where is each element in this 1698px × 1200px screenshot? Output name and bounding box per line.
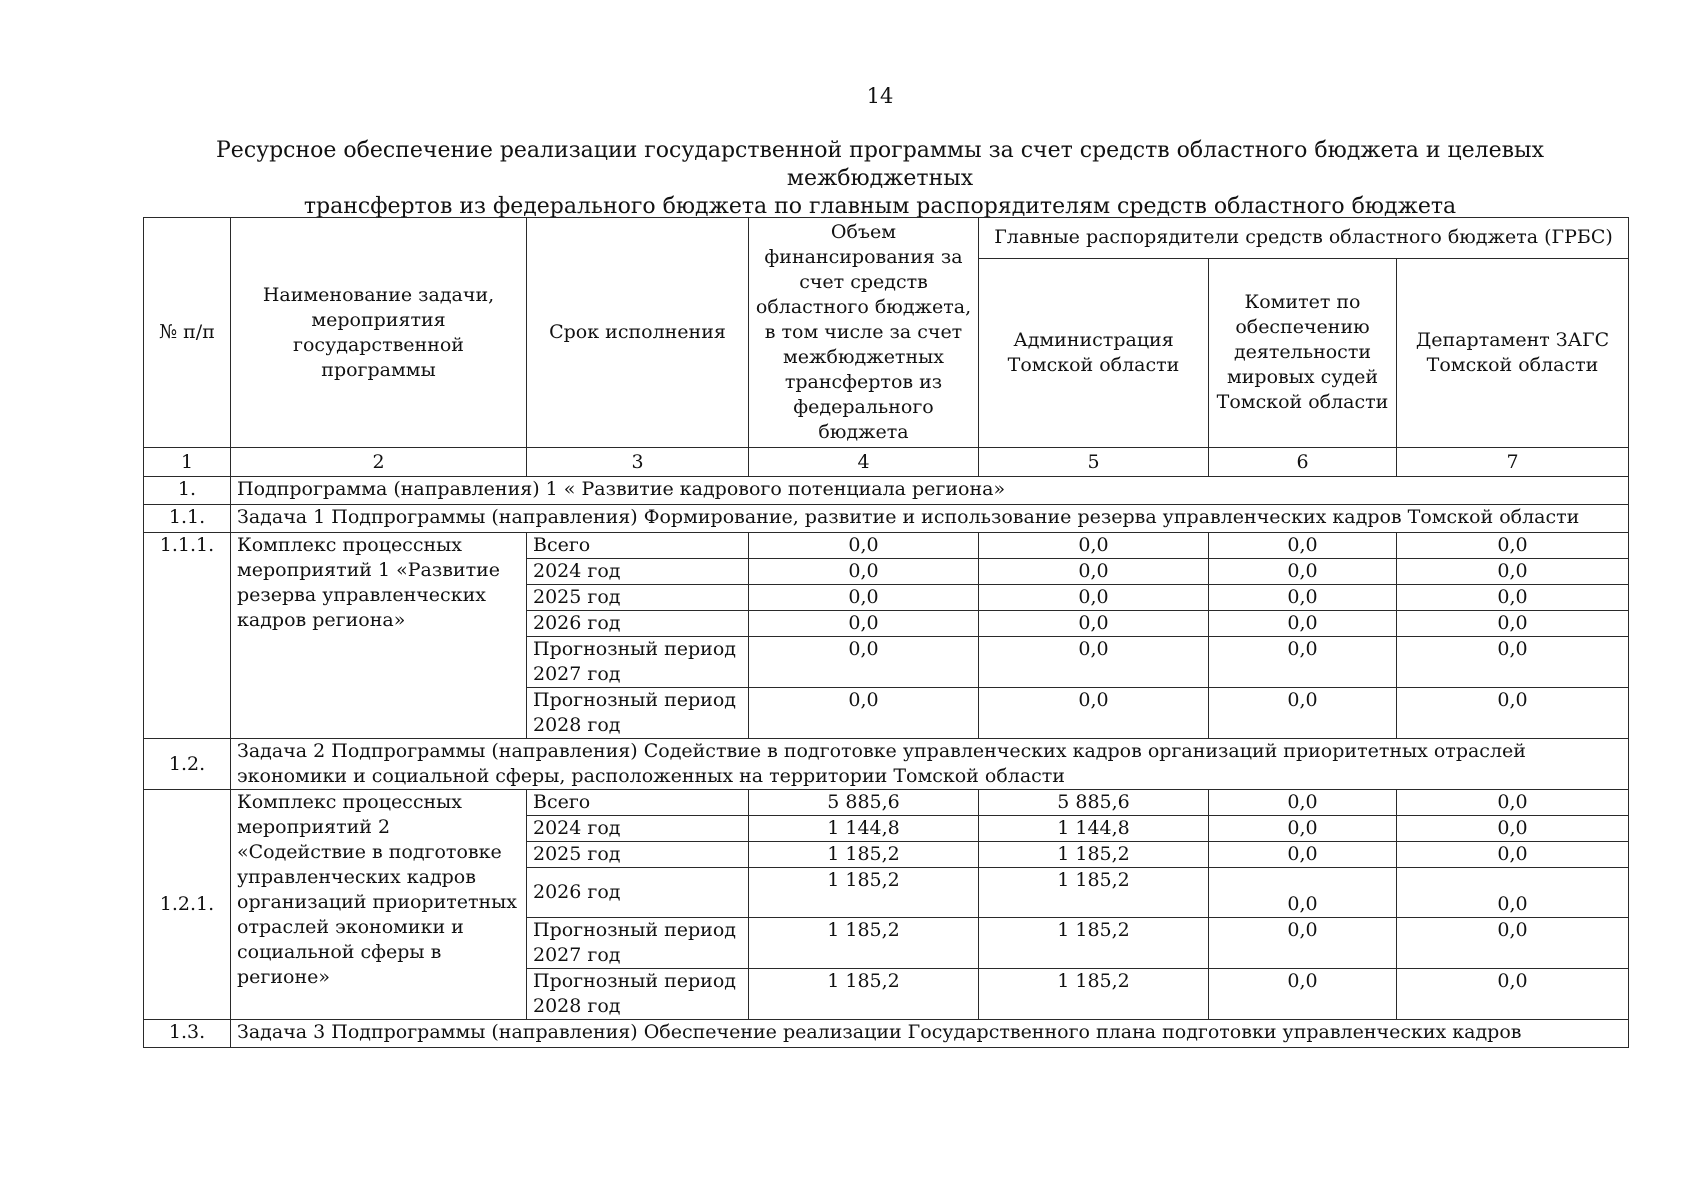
task-row — [144, 505, 1629, 533]
title-line-1: Ресурсное обеспечение реализации государственной программы за счет средств областного бюджета и целевых межбюджетных — [216, 138, 1544, 191]
column-number: 6 — [1209, 448, 1397, 477]
value-cell: 0,0 — [1397, 585, 1629, 611]
row-number: 1.2. — [144, 739, 231, 790]
value-cell: 0,0 — [749, 637, 979, 688]
term-cell: 2024 год — [527, 816, 749, 842]
subprogram-title: Подпрограмма (направления) 1 « Развитие кадрового потенциала региона» — [231, 477, 1629, 505]
row-number: 1.1.1. — [144, 533, 231, 739]
task-row — [144, 1020, 1629, 1048]
value-cell: 0,0 — [1397, 816, 1629, 842]
table-row — [144, 790, 1629, 816]
activity-name: Комплекс процессных мероприятий 1 «Развитие резерва управленческих кадров региона» — [231, 533, 527, 739]
column-number: 1 — [144, 448, 231, 477]
value-cell: 1 185,2 — [979, 842, 1209, 868]
column-number: 2 — [231, 448, 527, 477]
value-cell: 0,0 — [979, 559, 1209, 585]
value-cell: 0,0 — [979, 533, 1209, 559]
row-number: 1.3. — [144, 1020, 231, 1048]
value-cell: 1 185,2 — [979, 868, 1209, 918]
term-cell: 2024 год — [527, 559, 749, 585]
term-cell: Прогнозный период 2028 год — [527, 969, 749, 1020]
value-cell: 1 185,2 — [749, 868, 979, 918]
row-number: 1.1. — [144, 505, 231, 533]
value-cell: 0,0 — [1397, 533, 1629, 559]
value-cell: 0,0 — [749, 533, 979, 559]
value-cell: 0,0 — [1209, 688, 1397, 739]
term-cell: 2025 год — [527, 842, 749, 868]
title-line-2: трансфертов из федерального бюджета по главным распорядителям средств областного бюджета — [303, 194, 1457, 219]
value-cell: 1 144,8 — [979, 816, 1209, 842]
task-row — [144, 739, 1629, 790]
column-number: 5 — [979, 448, 1209, 477]
header-volume: Объем финансирования за счет средств областного бюджета, в том числе за счет межбюджетных трансфертов из федерального бюджета — [749, 218, 979, 448]
value-cell: 1 185,2 — [749, 918, 979, 969]
value-cell: 0,0 — [1209, 637, 1397, 688]
term-cell: Прогнозный период 2027 год — [527, 637, 749, 688]
header-num: № п/п — [144, 218, 231, 448]
value-cell: 1 185,2 — [749, 969, 979, 1020]
value-cell: 0,0 — [749, 559, 979, 585]
value-cell: 0,0 — [749, 585, 979, 611]
value-cell: 0,0 — [1209, 868, 1397, 918]
activity-name: Комплекс процессных мероприятий 2 «Содействие в подготовке управленческих кадров организаций приоритетных отраслей экономики и социальной сферы в регионе» — [231, 790, 527, 1020]
header-row-1 — [144, 218, 1629, 259]
value-cell: 0,0 — [1397, 611, 1629, 637]
value-cell: 0,0 — [749, 688, 979, 739]
value-cell: 0,0 — [1209, 559, 1397, 585]
header-zags: Департамент ЗАГС Томской области — [1397, 258, 1629, 447]
value-cell: 0,0 — [1397, 637, 1629, 688]
term-cell: Прогнозный период 2028 год — [527, 688, 749, 739]
document-title — [150, 137, 1610, 221]
value-cell: 1 185,2 — [749, 842, 979, 868]
value-cell: 0,0 — [1209, 611, 1397, 637]
header-grbs: Главные распорядители средств областного бюджета (ГРБС) — [979, 218, 1629, 259]
value-cell: 0,0 — [1397, 969, 1629, 1020]
task-title: Задача 3 Подпрограммы (направления) Обеспечение реализации Государственного плана подготовки управленческих кадров — [231, 1020, 1629, 1048]
value-cell: 0,0 — [1209, 816, 1397, 842]
subprogram-row — [144, 477, 1629, 505]
value-cell: 0,0 — [1209, 918, 1397, 969]
term-cell: 2026 год — [527, 868, 749, 918]
term-cell: 2026 год — [527, 611, 749, 637]
task-title: Задача 1 Подпрограммы (направления) Формирование, развитие и использование резерва управленческих кадров Томской области — [231, 505, 1629, 533]
value-cell: 0,0 — [1397, 790, 1629, 816]
value-cell: 1 144,8 — [749, 816, 979, 842]
value-cell: 0,0 — [979, 637, 1209, 688]
header-term: Срок исполнения — [527, 218, 749, 448]
value-cell: 5 885,6 — [749, 790, 979, 816]
value-cell: 0,0 — [1209, 969, 1397, 1020]
value-cell: 5 885,6 — [979, 790, 1209, 816]
value-cell: 0,0 — [1397, 918, 1629, 969]
value-cell: 0,0 — [1209, 842, 1397, 868]
value-cell: 0,0 — [1209, 533, 1397, 559]
header-admin: Администрация Томской области — [979, 258, 1209, 447]
column-number: 3 — [527, 448, 749, 477]
task-title: Задача 2 Подпрограммы (направления) Содействие в подготовке управленческих кадров организаций приоритетных отраслей экономики и социальной сферы, расположенных на территории Томской области — [231, 739, 1629, 790]
term-cell: Прогнозный период 2027 год — [527, 918, 749, 969]
value-cell: 0,0 — [979, 585, 1209, 611]
table-row — [144, 533, 1629, 559]
value-cell: 0,0 — [979, 611, 1209, 637]
value-cell: 1 185,2 — [979, 969, 1209, 1020]
value-cell: 0,0 — [1397, 842, 1629, 868]
term-cell: Всего — [527, 533, 749, 559]
value-cell: 0,0 — [749, 611, 979, 637]
value-cell: 0,0 — [1397, 868, 1629, 918]
value-cell: 1 185,2 — [979, 918, 1209, 969]
value-cell: 0,0 — [1209, 585, 1397, 611]
row-number: 1.2.1. — [144, 790, 231, 1020]
term-cell: Всего — [527, 790, 749, 816]
value-cell: 0,0 — [1209, 790, 1397, 816]
column-number: 4 — [749, 448, 979, 477]
value-cell: 0,0 — [1397, 688, 1629, 739]
value-cell: 0,0 — [1397, 559, 1629, 585]
page-number: 14 — [866, 84, 894, 108]
column-number: 7 — [1397, 448, 1629, 477]
resource-table — [143, 217, 1629, 1048]
row-number: 1. — [144, 477, 231, 505]
column-number-row — [144, 448, 1629, 477]
header-committee: Комитет по обеспечению деятельности мировых судей Томской области — [1209, 258, 1397, 447]
term-cell: 2025 год — [527, 585, 749, 611]
value-cell: 0,0 — [979, 688, 1209, 739]
header-name: Наименование задачи, мероприятия государственной программы — [231, 218, 527, 448]
